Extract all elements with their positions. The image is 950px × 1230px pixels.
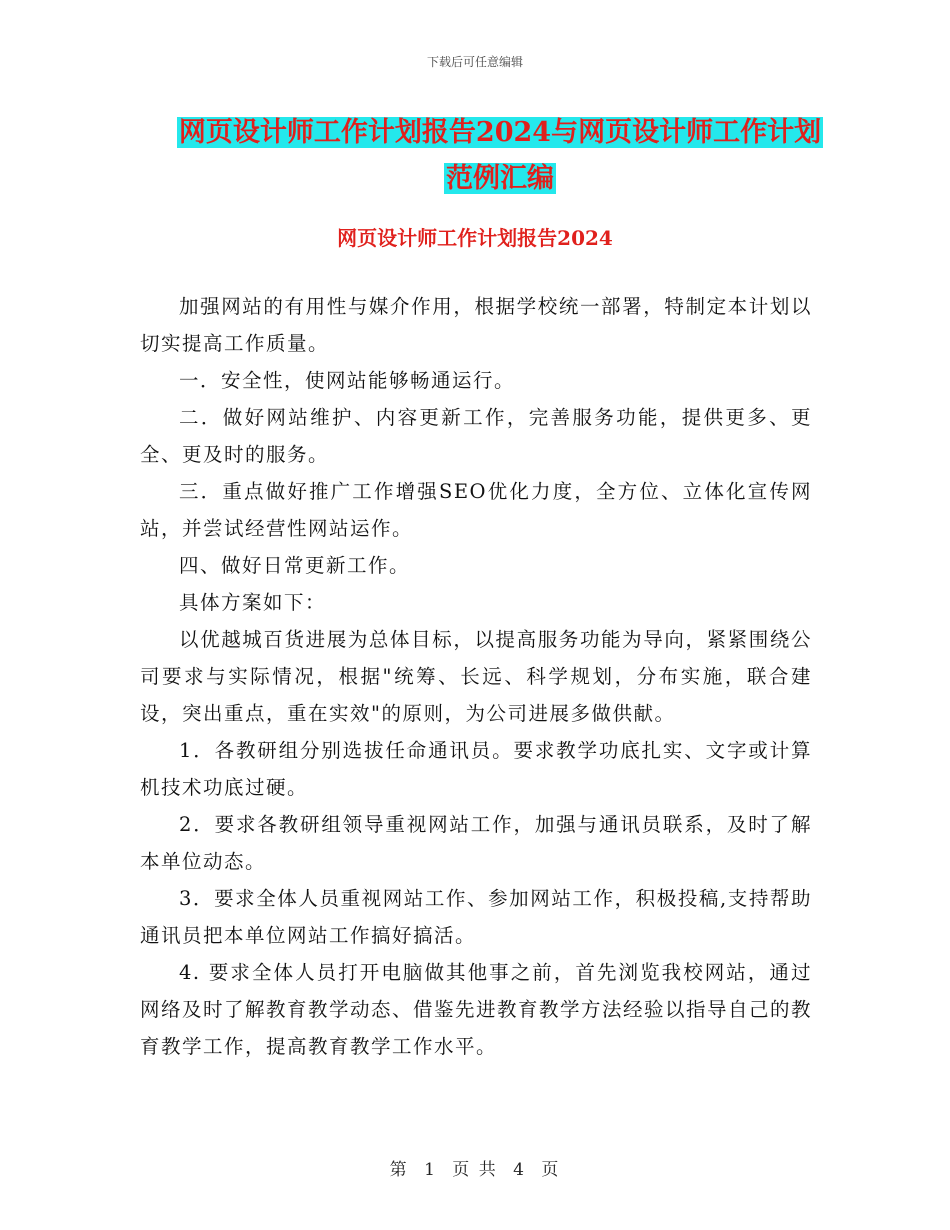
paragraph: 三．重点做好推广工作增强SEO优化力度，全方位、立体化宣传网站，并尝试经营性网站运作。 <box>140 480 812 540</box>
paragraph: 具体方案如下： <box>179 591 327 614</box>
page-footer <box>0 1155 950 1180</box>
paragraph: 1．各教研组分别选拔任命通讯员。要求教学功底扎实、文字或计算机技术功底过硬。 <box>140 739 812 799</box>
footer-suffix: 页 <box>541 1160 561 1180</box>
header-note: 下载后可任意编辑 <box>426 55 523 69</box>
paragraph: 加强网站的有用性与媒介作用，根据学校统一部署，特制定本计划以切实提高工作质量。 <box>140 295 812 355</box>
section-title: 网页设计师工作计划报告2024 <box>337 226 613 250</box>
paragraph: 2．要求各教研组领导重视网站工作，加强与通讯员联系，及时了解本单位动态。 <box>140 813 812 873</box>
page-number: 1 <box>424 1160 437 1180</box>
document-body <box>140 288 812 1065</box>
page-total: 4 <box>513 1160 526 1180</box>
document-title <box>140 110 860 202</box>
footer-prefix: 第 <box>389 1160 409 1180</box>
footer-middle: 页 共 <box>452 1160 498 1180</box>
paragraph: 以优越城百货进展为总体目标，以提高服务功能为导向，紧紧围绕公司要求与实际情况，根据"统筹、长远、科学规划，分布实施，联合建设，突出重点，重在实效"的原则，为公司进展多做供献。 <box>140 628 812 725</box>
paragraph: 四、做好日常更新工作。 <box>179 554 411 577</box>
paragraph: 二．做好网站维护、内容更新工作，完善服务功能，提供更多、更全、更及时的服务。 <box>140 406 812 466</box>
document-title-line-2: 范例汇编 <box>446 163 554 194</box>
document-title-line-1: 网页设计师工作计划报告2024与网页设计师工作计划 <box>178 117 822 148</box>
paragraph: 一．安全性，使网站能够畅通运行。 <box>179 369 516 392</box>
paragraph: 3．要求全体人员重视网站工作、参加网站工作，积极投稿,支持帮助通讯员把本单位网站工作搞好搞活。 <box>140 887 812 947</box>
paragraph: 4. 要求全体人员打开电脑做其他事之前，首先浏览我校网站，通过网络及时了解教育教学动态、借鉴先进教育教学方法经验以指导自己的教育教学工作，提高教育教学工作水平。 <box>140 961 813 1058</box>
